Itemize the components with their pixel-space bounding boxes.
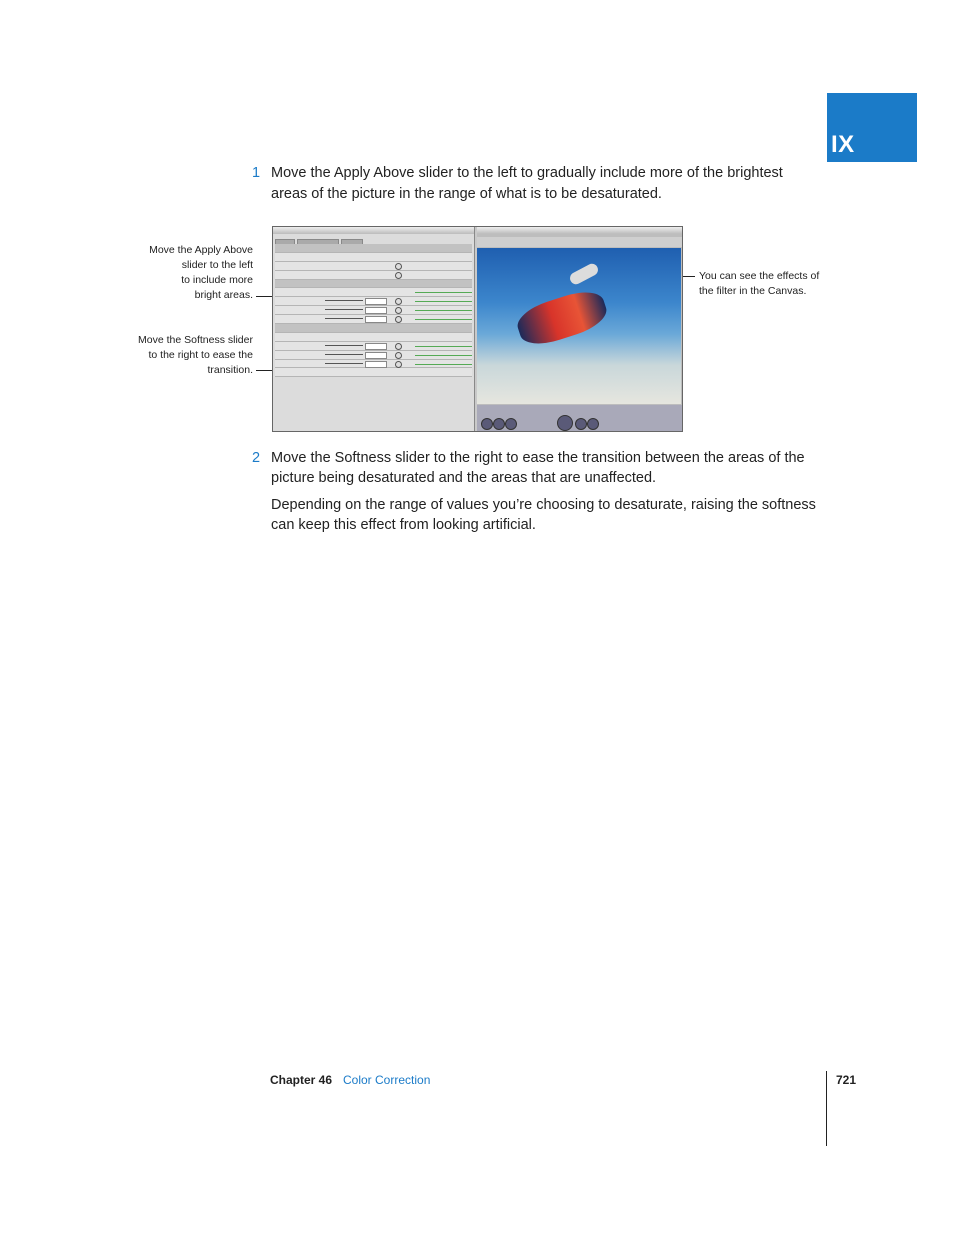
parameter-row	[275, 360, 472, 369]
transport-button	[481, 418, 493, 430]
parameter-row	[275, 262, 472, 271]
step-1-line-2: areas of the picture in the range of what is to be desaturated.	[271, 186, 662, 202]
chapter-tab-label: IX	[831, 131, 855, 158]
transport-button	[505, 418, 517, 430]
diver-image	[513, 285, 611, 351]
transport-button	[493, 418, 505, 430]
parameter-row	[275, 315, 472, 324]
transport-controls	[477, 405, 682, 431]
step-1-line-1: Move the Apply Above slider to the left to gradually include more of the brightest	[271, 165, 783, 181]
chapter-tab	[827, 93, 917, 162]
parameter-row	[275, 297, 472, 306]
canvas-title-bar	[477, 227, 682, 234]
parameter-row	[275, 271, 472, 280]
step-1-number: 1	[252, 165, 261, 181]
step-2-line-1: Move the Softness slider to the right to ease the transition between the areas of the	[271, 450, 805, 466]
canvas-video-frame	[477, 248, 681, 404]
play-button	[557, 415, 573, 431]
parameter-row	[275, 253, 472, 262]
step-2-number: 2	[252, 450, 261, 466]
footer-chapter-title: Color Correction	[343, 1073, 431, 1087]
footer-chapter: Chapter 46	[270, 1073, 333, 1087]
parameter-row	[275, 351, 472, 360]
viewer-tabs	[275, 235, 365, 242]
canvas-toolbar	[477, 237, 682, 247]
parameter-row	[275, 368, 472, 377]
viewer-window	[273, 227, 475, 431]
canvas-window	[477, 227, 682, 431]
parameter-row	[275, 333, 472, 342]
parameter-row	[275, 244, 472, 253]
callout-canvas: You can see the effects of the filter in the Canvas.	[699, 270, 820, 297]
transport-button	[575, 418, 587, 430]
step-2-line-2: picture being desaturated and the areas that are unaffected.	[271, 470, 657, 486]
parameter-row	[275, 306, 472, 315]
transport-button	[587, 418, 599, 430]
filter-parameter-rows	[275, 244, 472, 377]
viewer-title-bar	[273, 227, 474, 234]
software-screenshot	[272, 226, 683, 432]
callout-softness: Move the Softness slider to the right to ease the transition.	[138, 334, 253, 376]
footer-divider	[826, 1071, 827, 1146]
diver-tank	[568, 262, 600, 287]
paragraph-line-2: can keep this effect from looking artificial.	[271, 517, 536, 533]
paragraph-line-1: Depending on the range of values you’re choosing to desaturate, raising the softness	[271, 497, 816, 513]
callout-canvas-leader	[681, 276, 695, 277]
parameter-row	[275, 288, 472, 297]
parameter-row	[275, 324, 472, 333]
parameter-row	[275, 342, 472, 351]
parameter-row	[275, 280, 472, 289]
callout-apply-above: Move the Apply Above slider to the left to include more bright areas.	[149, 244, 253, 301]
page-number: 721	[836, 1073, 857, 1087]
